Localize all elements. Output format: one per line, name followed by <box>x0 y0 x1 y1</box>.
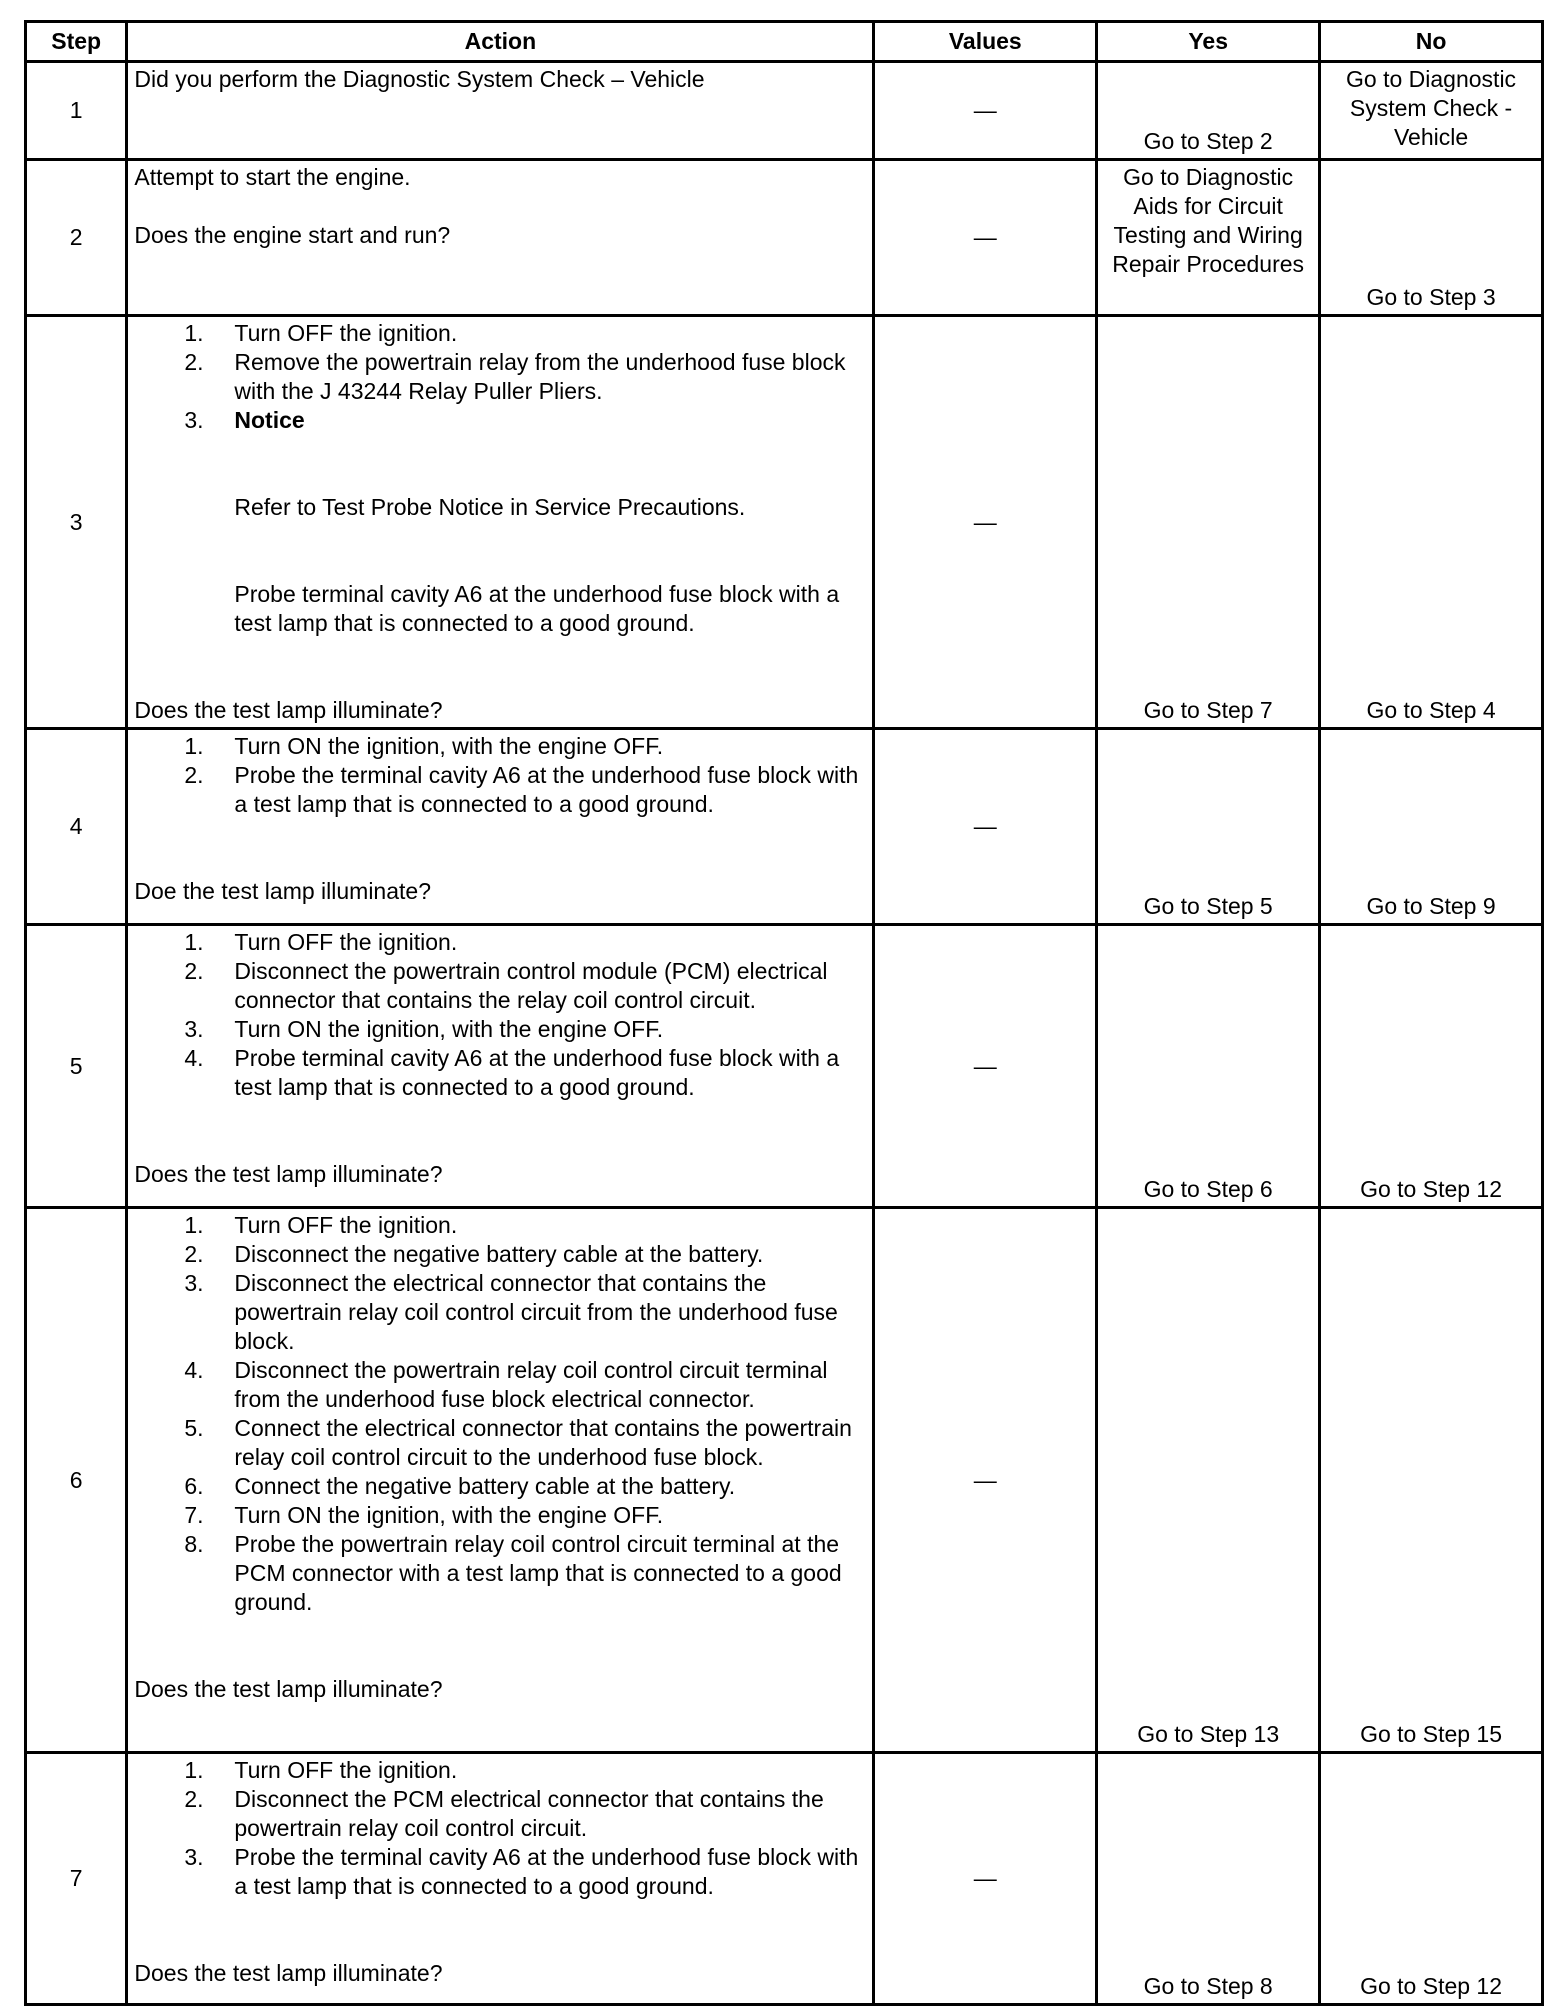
notice-label: Notice <box>234 407 305 433</box>
item-number: 3. <box>184 407 204 433</box>
values-cell: — <box>874 1753 1097 2005</box>
step-number: 7 <box>26 1753 127 2005</box>
header-yes: Yes <box>1097 22 1320 62</box>
item-text: Turn OFF the ignition. <box>234 320 458 346</box>
list-item <box>134 1211 866 1240</box>
step-number: 5 <box>26 925 127 1208</box>
item-text: Probe terminal cavity A6 at the underhood fuse block with a test lamp that is connected to a good ground. <box>234 1045 840 1100</box>
item-number: 1. <box>184 929 204 955</box>
list-item <box>134 957 866 1015</box>
list-item <box>134 1501 866 1530</box>
table-row <box>26 62 1543 160</box>
values-cell: — <box>874 729 1097 925</box>
table-row <box>26 729 1543 925</box>
item-text: Disconnect the powertrain control module (PCM) electrical connector that contains the relay coil control circuit. <box>234 958 828 1013</box>
list-item <box>134 761 866 819</box>
action-steps <box>134 1756 866 1901</box>
yes-cell: Go to Step 2 <box>1097 62 1320 160</box>
item-number: 8. <box>184 1531 204 1557</box>
action-question: Does the test lamp illuminate? <box>134 1161 443 1187</box>
item-text: Turn OFF the ignition. <box>234 929 458 955</box>
item-text: Turn ON the ignition, with the engine OFF. <box>234 1502 664 1528</box>
values-cell: — <box>874 62 1097 160</box>
item-number: 5. <box>184 1415 204 1441</box>
values-cell: — <box>874 316 1097 729</box>
item-text: Remove the powertrain relay from the underhood fuse block with the J 43244 Relay Puller Pliers. <box>234 349 846 404</box>
yes-cell: Go to Step 6 <box>1097 925 1320 1208</box>
list-item <box>134 319 866 348</box>
table-row <box>26 160 1543 316</box>
yes-cell: Go to Step 5 <box>1097 729 1320 925</box>
action-question: Does the engine start and run? <box>134 222 451 248</box>
item-text: Probe the terminal cavity A6 at the underhood fuse block with a test lamp that is connected to a good ground. <box>234 1844 859 1899</box>
action-cell <box>127 62 874 160</box>
header-action: Action <box>127 22 874 62</box>
no-cell: Go to Diagnostic System Check - Vehicle <box>1320 62 1543 160</box>
no-cell: Go to Step 3 <box>1320 160 1543 316</box>
item-text: Turn ON the ignition, with the engine OFF. <box>234 733 664 759</box>
action-question: Doe the test lamp illuminate? <box>134 878 431 904</box>
header-values: Values <box>874 22 1097 62</box>
table-row <box>26 925 1543 1208</box>
item-number: 2. <box>184 349 204 375</box>
values-cell: — <box>874 160 1097 316</box>
no-cell: Go to Step 15 <box>1320 1208 1543 1753</box>
step-number: 4 <box>26 729 127 925</box>
list-item <box>134 732 866 761</box>
action-text: Did you perform the Diagnostic System Check – Vehicle <box>134 66 705 92</box>
action-steps <box>134 928 866 1102</box>
action-cell <box>127 160 874 316</box>
list-item <box>134 1530 866 1617</box>
item-number: 4. <box>184 1045 204 1071</box>
item-text: Connect the electrical connector that contains the powertrain relay coil control circuit to the underhood fuse block. <box>234 1415 852 1470</box>
action-cell <box>127 1753 874 2005</box>
no-cell: Go to Step 9 <box>1320 729 1543 925</box>
action-cell <box>127 925 874 1208</box>
values-cell: — <box>874 925 1097 1208</box>
list-item <box>134 1044 866 1102</box>
item-text: Disconnect the PCM electrical connector that contains the powertrain relay coil control circuit. <box>234 1786 824 1841</box>
item-number: 2. <box>184 762 204 788</box>
yes-cell: Go to Step 7 <box>1097 316 1320 729</box>
item-text: Turn OFF the ignition. <box>234 1757 458 1783</box>
no-cell: Go to Step 12 <box>1320 925 1543 1208</box>
table-row <box>26 1208 1543 1753</box>
step-number: 6 <box>26 1208 127 1753</box>
item-number: 3. <box>184 1270 204 1296</box>
yes-cell: Go to Step 8 <box>1097 1753 1320 2005</box>
list-item <box>134 1756 866 1785</box>
yes-cell: Go to Step 13 <box>1097 1208 1320 1753</box>
list-item <box>134 1015 866 1044</box>
item-number: 4. <box>184 1357 204 1383</box>
action-text: Attempt to start the engine. <box>134 164 411 190</box>
list-item <box>134 1472 866 1501</box>
action-steps <box>134 732 866 819</box>
action-steps <box>134 319 866 435</box>
action-cell <box>127 1208 874 1753</box>
list-item <box>134 928 866 957</box>
item-text: Disconnect the electrical connector that contains the powertrain relay coil control circuit from the underhood fuse block. <box>234 1270 838 1354</box>
notice-text: Refer to Test Probe Notice in Service Precautions. <box>234 494 746 520</box>
item-text: Disconnect the powertrain relay coil control circuit terminal from the underhood fuse block electrical connector. <box>234 1357 828 1412</box>
list-item <box>134 1240 866 1269</box>
table-row <box>26 316 1543 729</box>
no-cell: Go to Step 4 <box>1320 316 1543 729</box>
item-number: 7. <box>184 1502 204 1528</box>
list-item <box>134 1356 866 1414</box>
item-text: Turn ON the ignition, with the engine OFF. <box>234 1016 664 1042</box>
item-number: 3. <box>184 1016 204 1042</box>
diagnostic-table <box>24 20 1544 2006</box>
header-no: No <box>1320 22 1543 62</box>
item-text: Disconnect the negative battery cable at the battery. <box>234 1241 764 1267</box>
step-number: 3 <box>26 316 127 729</box>
item-number: 2. <box>184 958 204 984</box>
item-number: 1. <box>184 1212 204 1238</box>
table-row <box>26 1753 1543 2005</box>
list-item <box>134 1269 866 1356</box>
no-cell: Go to Step 12 <box>1320 1753 1543 2005</box>
item-number: 1. <box>184 733 204 759</box>
action-question: Does the test lamp illuminate? <box>134 697 443 723</box>
item-text: Connect the negative battery cable at the battery. <box>234 1473 736 1499</box>
action-cell <box>127 316 874 729</box>
list-item <box>134 1785 866 1843</box>
action-question: Does the test lamp illuminate? <box>134 1676 443 1702</box>
list-item <box>134 1414 866 1472</box>
step-number: 2 <box>26 160 127 316</box>
item-text: Probe the powertrain relay coil control circuit terminal at the PCM connector with a test lamp that is connected to a good ground. <box>234 1531 842 1615</box>
item-number: 1. <box>184 320 204 346</box>
list-item <box>134 348 866 406</box>
action-cell <box>127 729 874 925</box>
item-text: Probe the terminal cavity A6 at the underhood fuse block with a test lamp that is connected to a good ground. <box>234 762 859 817</box>
item-number: 3. <box>184 1844 204 1870</box>
probe-text: Probe terminal cavity A6 at the underhood fuse block with a test lamp that is connected to a good ground. <box>234 581 840 636</box>
list-item <box>134 1843 866 1901</box>
values-cell: — <box>874 1208 1097 1753</box>
header-step: Step <box>26 22 127 62</box>
item-text: Turn OFF the ignition. <box>234 1212 458 1238</box>
header-row <box>26 22 1543 62</box>
action-question: Does the test lamp illuminate? <box>134 1960 443 1986</box>
yes-cell: Go to Diagnostic Aids for Circuit Testing and Wiring Repair Procedures <box>1097 160 1320 316</box>
item-number: 2. <box>184 1786 204 1812</box>
item-number: 1. <box>184 1757 204 1783</box>
item-number: 6. <box>184 1473 204 1499</box>
step-number: 1 <box>26 62 127 160</box>
list-item <box>134 406 866 435</box>
item-number: 2. <box>184 1241 204 1267</box>
action-steps <box>134 1211 866 1617</box>
